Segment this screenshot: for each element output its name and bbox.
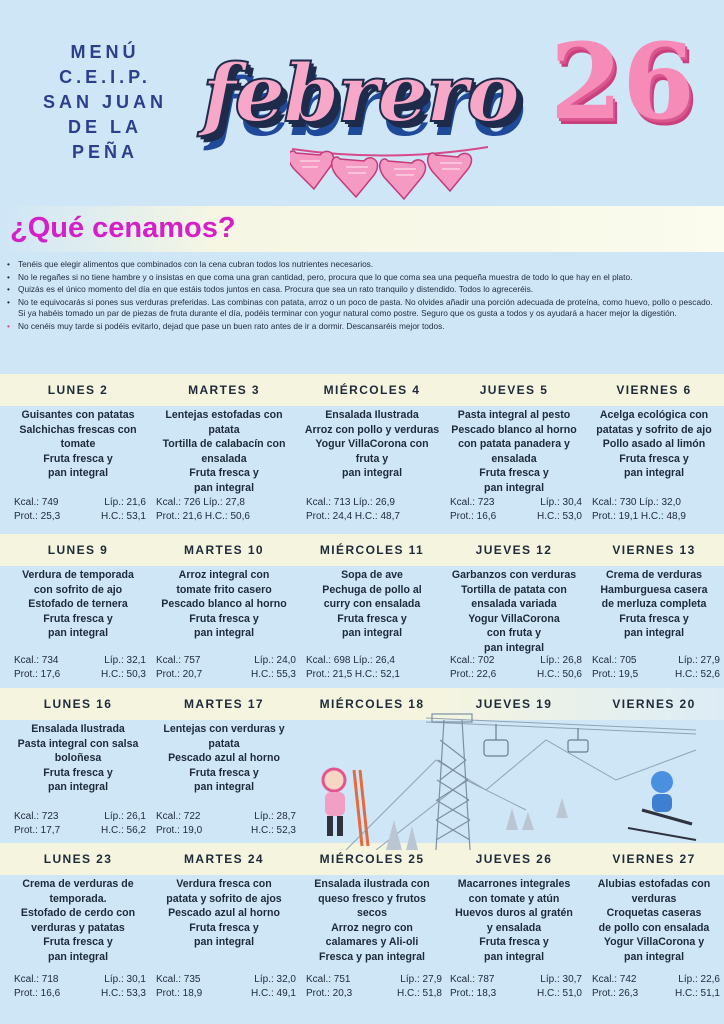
nutrition-prot: Prot.: 19,0	[156, 825, 203, 836]
skier-girl-icon	[323, 769, 368, 846]
nutrition-prot: Prot.: 19,1 H.C.: 48,9	[592, 511, 686, 522]
menu-line: de merluza completa	[601, 598, 707, 611]
menu-line: pan integral	[47, 467, 109, 480]
nutrition-lip: Líp.: 22,6	[678, 974, 720, 985]
menu-line: de pollo con ensalada	[598, 921, 710, 934]
nutrition-kcal: Kcal.: 787	[450, 974, 495, 985]
day-menu	[8, 877, 148, 965]
tip-item: • No le regañes si no tiene hambre y o insistas en que coma una gran cantidad, pero, procura que lo que coma sea una pequeña muestra de todo lo que hay en el plato.	[6, 272, 718, 283]
nutrition-lip: Líp.: 24,0	[254, 655, 296, 666]
menu-line: Tortilla de patata con	[461, 583, 567, 596]
nutrition-kcal: Kcal.: 735	[156, 974, 201, 985]
day-nutrition	[450, 496, 582, 524]
menu-line: Pasta integral con salsa	[17, 737, 139, 750]
menu-line: pan integral	[623, 950, 685, 963]
nutrition-hc: H.C.: 53,1	[100, 511, 146, 522]
nutrition-kcal: Kcal.: 734	[14, 655, 59, 666]
menu-line: Alubias estofadas con	[597, 878, 711, 890]
nutrition-lip: Líp.: 30,4	[540, 497, 582, 508]
day-menu	[300, 568, 444, 641]
day-header: JUEVES 5	[479, 383, 549, 397]
menu-line: Fruta fresca y	[189, 612, 259, 625]
day-nutrition	[306, 654, 442, 682]
nutrition-lip: Líp.: 32,1	[104, 655, 146, 666]
menu-line: Estofado de cerdo con	[20, 907, 136, 920]
day-header: MARTES 10	[184, 543, 264, 557]
month-text: febrero	[202, 46, 518, 140]
nutrition-kcal: Kcal.: 723	[14, 811, 59, 822]
menu-line: Hamburguesa casera	[600, 583, 708, 596]
menu-line: pan integral	[47, 627, 109, 640]
nutrition-prot: Prot.: 21,6 H.C.: 50,6	[156, 511, 250, 522]
menu-line: pan integral	[623, 627, 685, 640]
nutrition-lip: Líp.: 27,9	[678, 655, 720, 666]
menu-line: Sopa de ave	[341, 569, 403, 581]
menu-line: con fruta y	[486, 627, 542, 640]
menu-line: Verdura de temporada	[22, 569, 134, 581]
nutrition-prot: Prot.: 16,6	[450, 511, 497, 522]
nutrition-hc: H.C.: 53,0	[536, 511, 582, 522]
menu-line: patata	[208, 423, 240, 436]
day-menu	[586, 568, 722, 641]
menu-line: Pechuga de pollo al	[322, 583, 422, 596]
day-menu	[8, 408, 148, 481]
day-nutrition	[156, 810, 296, 838]
day-menu	[150, 568, 298, 641]
day-header: MARTES 3	[188, 383, 260, 397]
day-header: MIÉRCOLES 18	[319, 697, 425, 711]
nutrition-prot: Prot.: 19,5	[592, 669, 639, 680]
ski-scene-icon	[316, 700, 716, 850]
menu-line: curry con ensalada	[323, 598, 421, 611]
day-header: JUEVES 19	[475, 697, 553, 711]
nutrition-prot: Prot.: 18,9	[156, 988, 203, 999]
nutrition-hc: H.C.: 51,1	[674, 988, 720, 999]
school-line: C.E.I.P.	[59, 67, 151, 87]
day-nutrition	[592, 654, 720, 682]
day-nutrition	[14, 973, 146, 1001]
day-header: MIÉRCOLES 25	[319, 852, 425, 866]
menu-line: Pescado blanco al horno	[451, 423, 577, 436]
ski-lift-icon	[432, 714, 472, 850]
menu-line: Fruta fresca y	[189, 921, 259, 934]
menu-line: Macarrones integrales	[457, 878, 571, 890]
day-menu	[8, 568, 148, 641]
dinner-tips	[6, 259, 718, 333]
pine-tree-icon	[386, 798, 568, 850]
tip-item: • No te equivocarás si pones sus verduras preferidas. Las combinas con patata, arroz o un poco de pasta. No olvides añadir una porción adecuada de proteína, como huevo, pollo o pescado. Si ya habéis tomado un par de piezas de fruta durante el día, podéis terminar con yogur natural como postre. Seguro que os gusta a todos y os ayudará a hacer mejor la digestión.	[6, 297, 718, 320]
menu-line: Crema de verduras de	[22, 878, 134, 890]
menu-line: ensalada	[201, 452, 247, 465]
day-menu	[300, 877, 444, 965]
nutrition-lip: Líp.: 30,7	[540, 974, 582, 985]
day-header: MARTES 17	[184, 697, 264, 711]
day-nutrition	[156, 973, 296, 1001]
menu-line: Fruta fresca y	[619, 452, 689, 465]
day-menu	[150, 877, 298, 950]
menu-line: pan integral	[193, 781, 255, 794]
nutrition-prot: Prot.: 17,7	[14, 825, 61, 836]
day-menu	[8, 722, 148, 795]
nutrition-prot: Prot.: 21,5 H.C.: 52,1	[306, 669, 400, 680]
nutrition-hc: H.C.: 52,3	[250, 825, 296, 836]
nutrition-kcal: Kcal.: 705	[592, 655, 637, 666]
menu-line: fruta y	[355, 452, 389, 465]
day-nutrition	[14, 810, 146, 838]
menu-line: con tomate y atún	[468, 892, 560, 905]
menu-line: Ensalada Ilustrada	[325, 409, 419, 421]
nutrition-prot: Prot.: 24,4 H.C.: 48,7	[306, 511, 400, 522]
nutrition-prot: Prot.: 16,6	[14, 988, 61, 999]
day-menu	[150, 408, 298, 496]
nutrition-kcal: Kcal.: 742	[592, 974, 637, 985]
menu-line: Yogur VillaCorona y	[603, 936, 705, 949]
menu-line: pan integral	[47, 950, 109, 963]
menu-line: Fruta fresca y	[43, 936, 113, 949]
day-nutrition	[306, 496, 442, 524]
nutrition-hc: H.C.: 53,3	[100, 988, 146, 999]
day-menu	[586, 877, 722, 965]
school-line: SAN JUAN	[42, 92, 167, 112]
menu-line: Fruta fresca y	[479, 467, 549, 480]
menu-line: Fruta fresca y	[189, 766, 259, 779]
menu-line: Tortilla de calabacín con	[162, 438, 286, 451]
nutrition-kcal: Kcal.: 749	[14, 497, 59, 508]
nutrition-prot: Prot.: 26,3	[592, 988, 639, 999]
school-line: MENÚ	[70, 42, 140, 62]
nutrition-prot: Prot.: 18,3	[450, 988, 497, 999]
menu-line: Crema de verduras	[606, 569, 702, 581]
menu-line: Ensalada ilustrada con	[314, 878, 430, 890]
menu-line: Pescado blanco al horno	[161, 598, 287, 611]
day-menu	[444, 568, 584, 656]
menu-line: Salchichas frescas con	[19, 423, 137, 436]
day-nutrition	[592, 973, 720, 1001]
menu-line: Yogur VillaCorona	[468, 612, 560, 625]
menu-line: verduras y patatas	[31, 921, 125, 934]
menu-line: pan integral	[483, 950, 545, 963]
nutrition-kcal: Kcal.: 698 Líp.: 26,4	[306, 655, 395, 666]
day-header: MIÉRCOLES 4	[323, 383, 421, 397]
day-header: MIÉRCOLES 11	[319, 543, 425, 557]
day-menu	[300, 408, 444, 481]
nutrition-kcal: Kcal.: 757	[156, 655, 201, 666]
nutrition-kcal: Kcal.: 723	[450, 497, 495, 508]
menu-line: con sofrito de ajo	[33, 583, 123, 596]
skier-boy-icon	[628, 771, 696, 840]
day-nutrition	[306, 973, 442, 1001]
menu-line: Yogur VillaCorona con	[315, 438, 429, 451]
day-header: VIERNES 27	[612, 852, 696, 866]
school-name	[20, 40, 190, 165]
menu-line: pan integral	[623, 467, 685, 480]
menu-line: pan integral	[193, 627, 255, 640]
menu-line: Huevos duros al gratén	[455, 907, 573, 920]
dinner-title: ¿Qué cenamos?	[10, 212, 236, 244]
menu-line: Guisantes con patatas	[21, 409, 135, 421]
day-nutrition	[450, 654, 582, 682]
day-menu	[586, 408, 722, 481]
menu-line: pan integral	[483, 481, 545, 494]
menu-line: verduras	[631, 892, 677, 905]
year-text: 26	[550, 20, 695, 143]
day-header: LUNES 23	[43, 852, 113, 866]
day-menu	[444, 408, 584, 496]
nutrition-prot: Prot.: 25,3	[14, 511, 61, 522]
menu-line: Croquetas caseras	[606, 907, 702, 920]
menu-line: Pescado azul al horno	[168, 752, 280, 765]
nutrition-kcal: Kcal.: 730 Líp.: 32,0	[592, 497, 681, 508]
nutrition-kcal: Kcal.: 726 Líp.: 27,8	[156, 497, 245, 508]
day-nutrition	[156, 496, 296, 524]
menu-line: tomate frito casero	[176, 583, 272, 596]
menu-line: Arroz negro con	[331, 921, 413, 934]
day-menu	[444, 877, 584, 965]
menu-line: Fruta fresca y	[43, 612, 113, 625]
day-header: JUEVES 26	[475, 852, 553, 866]
nutrition-prot: Prot.: 22,6	[450, 669, 497, 680]
day-nutrition	[592, 496, 720, 524]
day-nutrition	[156, 654, 296, 682]
school-line: DE LA	[68, 117, 142, 137]
nutrition-kcal: Kcal.: 702	[450, 655, 495, 666]
nutrition-hc: H.C.: 55,3	[250, 669, 296, 680]
day-nutrition	[14, 654, 146, 682]
day-header: JUEVES 12	[475, 543, 553, 557]
nutrition-lip: Líp.: 32,0	[254, 974, 296, 985]
menu-line: Fruta fresca y	[43, 452, 113, 465]
nutrition-hc: H.C.: 50,3	[100, 669, 146, 680]
day-header: LUNES 16	[43, 697, 113, 711]
nutrition-prot: Prot.: 20,3	[306, 988, 353, 999]
menu-line: pan integral	[341, 627, 403, 640]
menu-line: boloñesa	[54, 752, 102, 765]
nutrition-hc: H.C.: 49,1	[250, 988, 296, 999]
menu-line: Estofado de ternera	[28, 598, 128, 611]
nutrition-prot: Prot.: 20,7	[156, 669, 203, 680]
day-nutrition	[14, 496, 146, 524]
nutrition-kcal: Kcal.: 722	[156, 811, 201, 822]
tip-item: • Tenéis que elegir alimentos que combinados con la cena cubran todos los nutrientes necesarios.	[6, 259, 718, 270]
nutrition-lip: Líp.: 26,8	[540, 655, 582, 666]
day-menu	[150, 722, 298, 795]
menu-line: patata y sofrito de ajos	[166, 892, 282, 905]
nutrition-kcal: Kcal.: 718	[14, 974, 59, 985]
day-nutrition	[450, 973, 582, 1001]
nutrition-hc: H.C.: 51,0	[536, 988, 582, 999]
nutrition-hc: H.C.: 51,8	[396, 988, 442, 999]
day-header: VIERNES 6	[616, 383, 692, 397]
menu-line: y ensalada	[486, 921, 542, 934]
menu-line: ensalada variada	[471, 598, 557, 611]
nutrition-hc: H.C.: 52,6	[674, 669, 720, 680]
menu-line: pan integral	[341, 467, 403, 480]
menu-line: Pescado azul al horno	[168, 907, 280, 920]
menu-line: queso fresco y frutos	[318, 892, 426, 905]
day-header: LUNES 9	[47, 543, 109, 557]
menu-line: Fruta fresca y	[43, 766, 113, 779]
nutrition-prot: Prot.: 17,6	[14, 669, 61, 680]
tip-item: • Quizás es el único momento del día en que estáis todos juntos en casa. Procura que sea un rato tranquilo y distendido. Todos lo agreceréis.	[6, 284, 718, 295]
menu-line: Ensalada Ilustrada	[31, 723, 125, 735]
menu-line: Pollo asado al limón	[602, 438, 706, 451]
heart-garland-icon	[290, 145, 490, 215]
day-header: MARTES 24	[184, 852, 264, 866]
menu-line: pan integral	[193, 936, 255, 949]
menu-line: ensalada	[491, 452, 537, 465]
nutrition-lip: Líp.: 26,1	[104, 811, 146, 822]
menu-line: tomate	[60, 438, 96, 451]
menu-line: Arroz integral con	[178, 569, 270, 581]
menu-line: Fruta fresca y	[479, 936, 549, 949]
nutrition-lip: Líp.: 27,9	[400, 974, 442, 985]
menu-line: con patata panadera y	[458, 438, 570, 451]
menu-line: pan integral	[483, 641, 545, 654]
nutrition-hc: H.C.: 56,2	[100, 825, 146, 836]
menu-line: Fruta fresca y	[619, 612, 689, 625]
nutrition-hc: H.C.: 50,6	[536, 669, 582, 680]
menu-line: pan integral	[193, 481, 255, 494]
day-header: LUNES 2	[47, 383, 109, 397]
menu-line: Arroz con pollo y verduras	[304, 423, 440, 436]
menu-line: Acelga ecológica con	[599, 409, 709, 421]
menu-line: Verdura fresca con	[176, 878, 272, 890]
menu-line: Lentejas con verduras y	[163, 723, 285, 735]
menu-line: Fruta fresca y	[337, 612, 407, 625]
menu-line: Fruta fresca y	[189, 467, 259, 480]
nutrition-lip: Líp.: 30,1	[104, 974, 146, 985]
nutrition-kcal: Kcal.: 713 Líp.: 26,9	[306, 497, 395, 508]
nutrition-lip: Líp.: 21,6	[104, 497, 146, 508]
menu-line: pan integral	[47, 781, 109, 794]
school-line: PEÑA	[71, 142, 138, 162]
tip-item: • No cenéis muy tarde si podéis evitarlo, dejad que pase un buen rato antes de ir a dormir. Descansaréis mejor todos.	[6, 321, 718, 332]
day-header: VIERNES 13	[612, 543, 696, 557]
nutrition-lip: Líp.: 28,7	[254, 811, 296, 822]
menu-line: patatas y sofrito de ajo	[596, 423, 712, 436]
menu-line: secos	[356, 907, 388, 920]
menu-line: calamares y Ali-oli	[325, 936, 419, 949]
menu-line: Garbanzos con verduras	[451, 569, 577, 581]
day-header: VIERNES 20	[612, 697, 696, 711]
nutrition-kcal: Kcal.: 751	[306, 974, 351, 985]
menu-line: Pasta integral al pesto	[457, 409, 571, 421]
menu-line: Lentejas estofadas con	[165, 409, 283, 421]
menu-line: temporada.	[49, 892, 107, 905]
menu-line: Fresca y pan integral	[319, 950, 425, 963]
menu-line: patata	[208, 737, 240, 750]
